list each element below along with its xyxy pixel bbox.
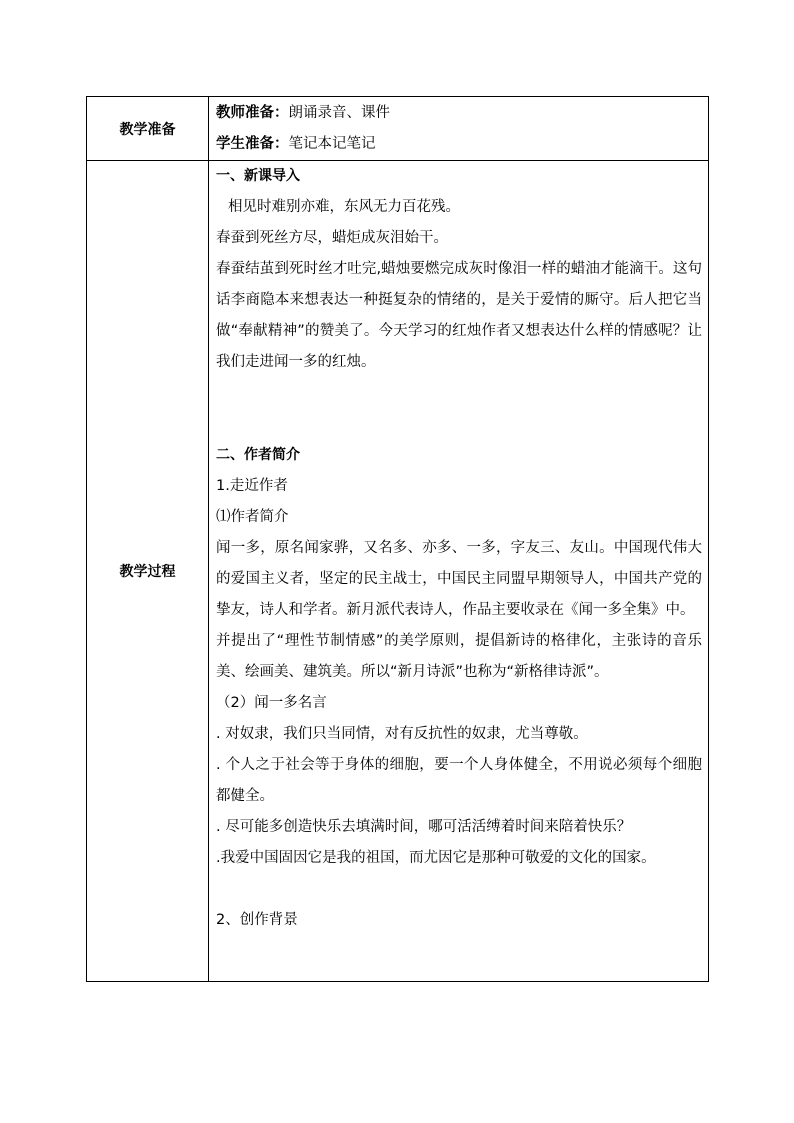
subsection-author-intro: ⑴作者简介 (216, 509, 289, 525)
lesson-plan-table (86, 96, 709, 982)
student-prep-line (216, 129, 702, 160)
intro-paragraph: 春蚕结茧到死时丝才吐完,蜡烛要燃完成灰时像泪一样的蜡油才能滴干。这句话李商隐本来想表达一种挺复杂的情绪的，是关于爱情的厮守。后人把它当做“奉献精神”的赞美了。今天学习的红烛作者又想表达什么样的情感呢？让我们走进闻一多的红烛。 (216, 261, 702, 370)
subsection-approach-author: 1.走近作者 (216, 478, 288, 494)
student-prep-label: 学生准备： (216, 136, 289, 152)
poem-line-2: 春蚕到死丝方尽，蜡炬成灰泪始干。 (216, 230, 448, 246)
theory-paragraph: 并提出了“理性节制情感”的美学原则，提倡新诗的格律化，主张诗的音乐美、绘画美、建筑美。所以“新月诗派”也称为“新格律诗派”。 (216, 633, 702, 680)
teacher-prep-label: 教师准备： (216, 105, 289, 121)
quote-item: .我爱中国固因它是我的祖国，而尤因它是那种可敬爱的文化的国家。 (216, 850, 656, 866)
section-title-intro: 一、新课导入 (216, 168, 300, 184)
student-prep-value: 笔记本记笔记 (288, 136, 376, 152)
section-title-author: 二、作者简介 (216, 447, 300, 463)
process-label: 教学过程 (87, 161, 209, 982)
prep-row (87, 97, 709, 161)
quote-item: . 对奴隶，我们只当同情，对有反抗性的奴隶，尤当尊敬。 (216, 726, 588, 742)
teacher-prep-value: 朗诵录音、课件 (288, 105, 390, 121)
process-row (87, 161, 709, 982)
prep-label: 教学准备 (87, 97, 209, 161)
teacher-prep-line (216, 98, 702, 129)
subsection-background: 2、创作背景 (216, 912, 298, 928)
spacer (216, 378, 702, 440)
quote-item: . 尽可能多创造快乐去填满时间，哪可活活缚着时间来陪着快乐？ (216, 819, 632, 835)
process-content (209, 161, 709, 982)
poem-line-1: 相见时难别亦难，东风无力百花残。 (228, 199, 460, 215)
subsection-quotes: （2）闻一多名言 (216, 695, 327, 711)
prep-content (209, 97, 709, 161)
quote-item: . 个人之于社会等于身体的细胞，要一个人身体健全，不用说必须每个细胞都健全。 (216, 757, 702, 804)
bio-paragraph: 闻一多，原名闻家骅，又名多、亦多、一多，字友三、友山。中国现代伟大的爱国主义者，坚定的民主战士，中国民主同盟早期领导人，中国共产党的挚友，诗人和学者。新月派代表诗人，作品主要收录在《闻一多全集》中。 (216, 540, 702, 618)
spacer (216, 874, 702, 905)
